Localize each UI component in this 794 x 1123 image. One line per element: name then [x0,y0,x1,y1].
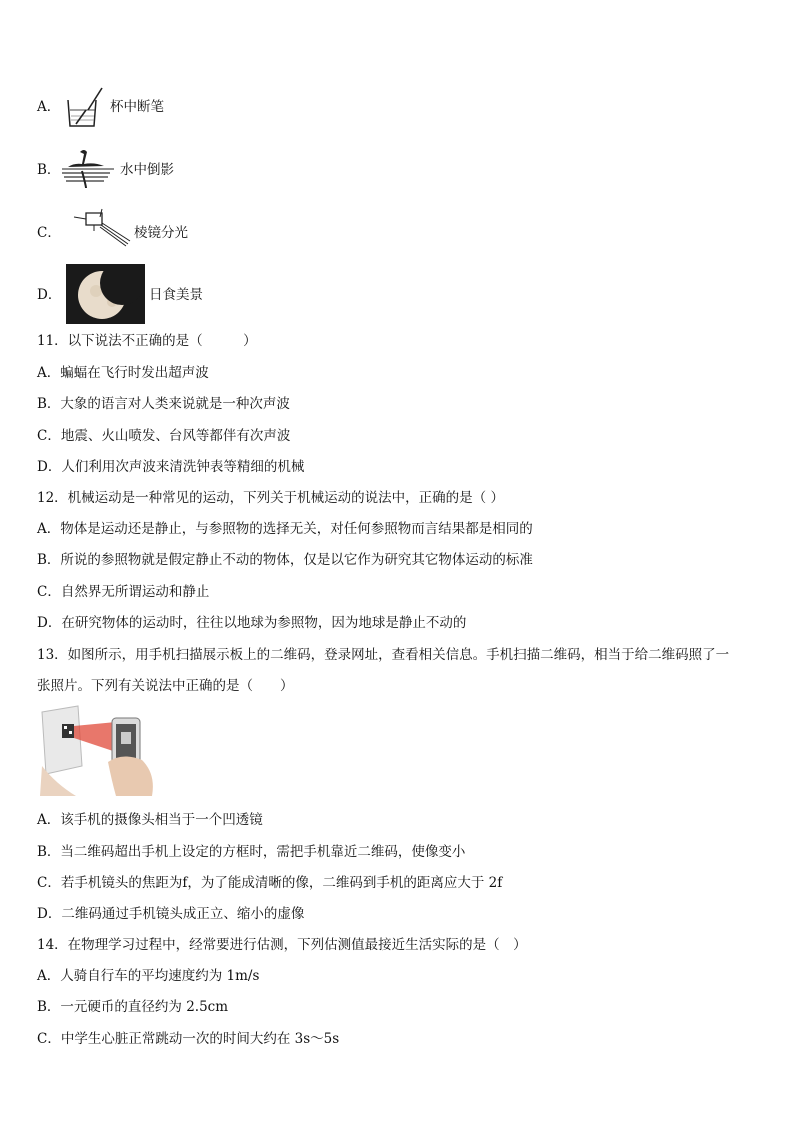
option-a-caption: 杯中断笔 [110,99,164,115]
q13-option-c: C．若手机镜头的焦距为f，为了能成清晰的像，二维码到手机的距离应大于 2f [37,875,503,891]
q12-option-d: D．在研究物体的运动时，往往以地球为参照物，因为地球是静止不动的 [37,615,467,631]
question-11-stem: 11．以下说法不正确的是（ ） [37,333,257,349]
swan-reflection-icon [60,146,116,190]
option-letter-a: A． [37,99,61,115]
q12-option-c: C．自然界无所谓运动和静止 [37,584,210,600]
glass-with-pencil-icon [64,86,106,130]
option-letter-c: C． [37,225,61,241]
question-14-stem: 14．在物理学习过程中，经常要进行估测，下列估测值最接近生活实际的是（ ） [37,937,527,953]
phone-scanning-qr-code-photo [38,704,156,798]
q11-option-c: C．地震、火山喷发、台风等都伴有次声波 [37,428,291,444]
q12-option-a: A．物体是运动还是静止，与参照物的选择无关，对任何参照物而言结果都是相同的 [37,521,533,537]
q11-option-a: A．蝙蝠在飞行时发出超声波 [37,365,209,381]
q14-option-a: A．人骑自行车的平均速度约为 1m/s [37,968,260,984]
option-b-caption: 水中倒影 [120,162,174,178]
q14-option-b: B．一元硬币的直径约为 2.5cm [37,999,229,1015]
option-c-caption: 棱镜分光 [134,225,188,241]
q11-option-b: B．大象的语言对人类来说就是一种次声波 [37,396,290,412]
q13-option-a: A．该手机的摄像头相当于一个凹透镜 [37,812,263,828]
option-d-caption: 日食美景 [149,287,203,303]
solar-eclipse-photo [66,264,145,324]
q13-option-d: D．二维码通过手机镜头成正立、缩小的虚像 [37,906,305,922]
q13-option-b: B．当二维码超出手机上设定的方框时，需把手机靠近二维码，使像变小 [37,844,466,860]
option-letter-d: D． [37,287,62,303]
q11-option-d: D．人们利用次声波来清洗钟表等精细的机械 [37,459,305,475]
option-letter-b: B． [37,162,61,178]
question-13-stem-line2: 张照片。下列有关说法中正确的是（ ） [37,678,294,694]
question-12-stem: 12．机械运动是一种常见的运动，下列关于机械运动的说法中，正确的是（ ） [37,490,504,506]
q12-option-b: B．所说的参照物就是假定静止不动的物体，仅是以它作为研究其它物体运动的标准 [37,552,533,568]
q14-option-c: C．中学生心脏正常跳动一次的时间大约在 3s～5s [37,1031,340,1047]
question-13-stem-line1: 13．如图所示，用手机扫描展示板上的二维码，登录网址，查看相关信息。手机扫描二维码，相当于给二维码照了一 [37,647,730,663]
prism-dispersion-icon [72,207,134,247]
